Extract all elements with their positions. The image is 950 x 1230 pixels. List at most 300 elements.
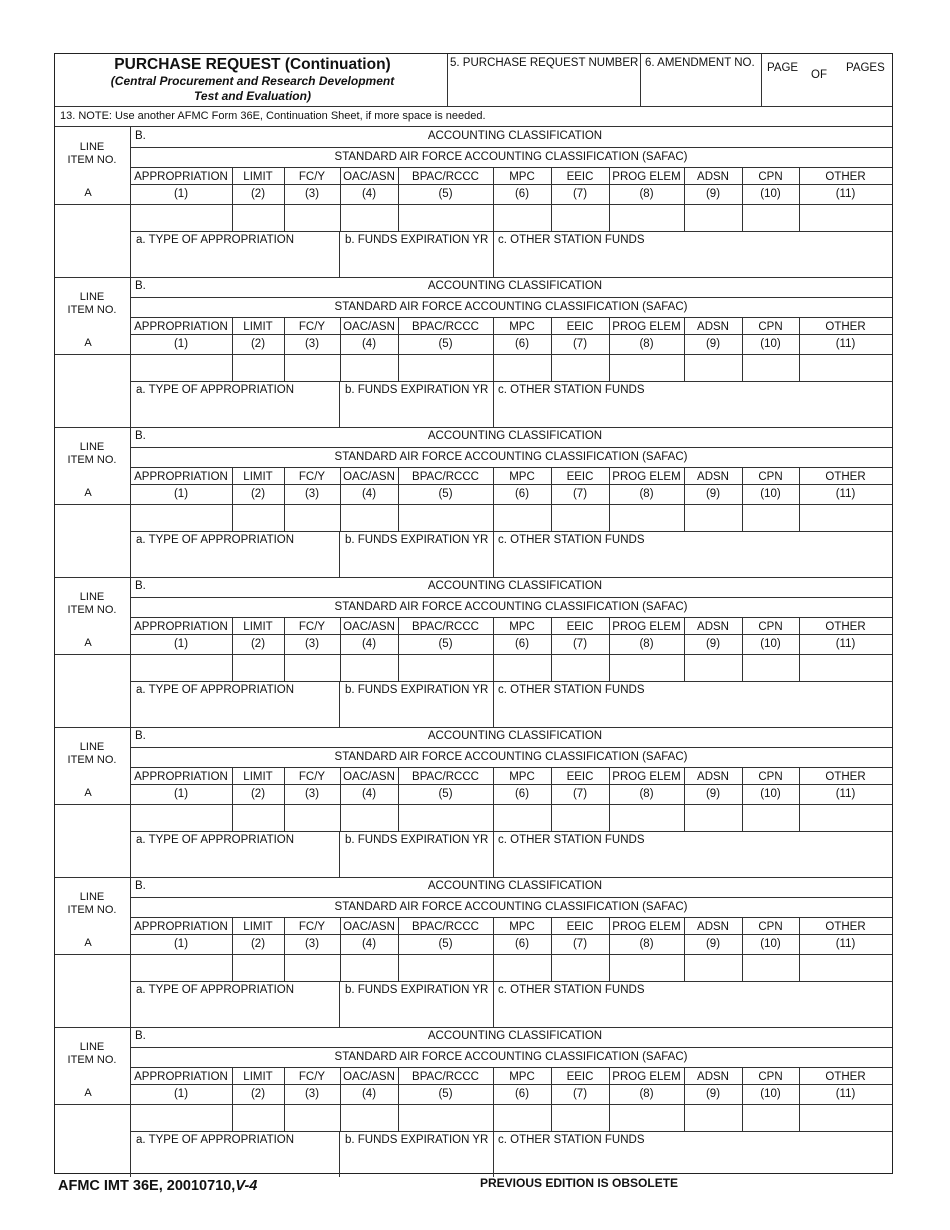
column-header: BPAC/RCCC	[412, 1071, 479, 1083]
accounting-input-8[interactable]	[610, 1105, 683, 1130]
accounting-input-6[interactable]	[494, 505, 550, 530]
accounting-input-6[interactable]	[494, 205, 550, 230]
accounting-input-2[interactable]	[233, 355, 283, 380]
column-divider	[742, 167, 743, 231]
column-number: (7)	[572, 188, 588, 200]
column-divider	[609, 467, 610, 531]
column-number: (6)	[514, 488, 530, 500]
accounting-input-1[interactable]	[131, 955, 231, 980]
divider	[130, 1067, 892, 1068]
other-station-funds-field[interactable]: c. OTHER STATION FUNDS	[498, 234, 645, 246]
accounting-input-4[interactable]	[341, 355, 397, 380]
funds-expiration-field[interactable]: b. FUNDS EXPIRATION YR	[345, 234, 489, 246]
divider	[339, 531, 340, 577]
column-divider	[551, 617, 552, 681]
accounting-input-10[interactable]	[743, 355, 798, 380]
column-header: APPROPRIATION	[134, 471, 228, 483]
accounting-input-9[interactable]	[685, 655, 741, 680]
column-divider	[609, 167, 610, 231]
column-header: OAC/ASN	[343, 1071, 395, 1083]
column-number: (8)	[639, 188, 654, 200]
column-header: FC/Y	[298, 771, 326, 783]
col-a-label: A	[84, 787, 92, 799]
accounting-input-3[interactable]	[285, 205, 339, 230]
column-header: FC/Y	[298, 1071, 326, 1083]
column-number: (2)	[250, 188, 266, 200]
column-header: OTHER	[825, 621, 866, 633]
column-number: (6)	[514, 938, 530, 950]
other-station-funds-field[interactable]: c. OTHER STATION FUNDS	[498, 984, 645, 996]
accounting-input-10[interactable]	[743, 505, 798, 530]
pr-number-field[interactable]: 5. PURCHASE REQUEST NUMBER	[450, 57, 639, 69]
accounting-input-9[interactable]	[685, 955, 741, 980]
accounting-input-10[interactable]	[743, 805, 798, 830]
column-divider	[742, 617, 743, 681]
divider	[130, 981, 892, 982]
accounting-input-5[interactable]	[399, 205, 492, 230]
other-station-funds-field[interactable]: c. OTHER STATION FUNDS	[498, 534, 645, 546]
divider	[130, 334, 892, 335]
section-b-label: B.	[135, 430, 146, 442]
divider	[339, 231, 340, 277]
column-divider	[609, 767, 610, 831]
column-divider	[284, 317, 285, 381]
col-a-label: A	[84, 637, 92, 649]
page-number-field[interactable]: PAGE	[767, 62, 799, 74]
column-divider	[284, 617, 285, 681]
column-divider	[493, 167, 494, 231]
divider	[130, 1131, 892, 1132]
divider	[130, 767, 892, 768]
column-divider	[232, 467, 233, 531]
column-divider	[799, 767, 800, 831]
accounting-input-9[interactable]	[685, 505, 741, 530]
column-number: (3)	[304, 638, 320, 650]
accounting-input-7[interactable]	[552, 205, 608, 230]
accounting-classification-label: ACCOUNTING CLASSIFICATION	[427, 580, 603, 592]
type-of-appropriation-field[interactable]: a. TYPE OF APPROPRIATION	[136, 384, 295, 396]
accounting-input-1[interactable]	[131, 505, 231, 530]
column-number: (2)	[250, 788, 266, 800]
item-no-label: ITEM NO.	[67, 604, 117, 616]
block-divider	[55, 1027, 892, 1028]
column-header: ADSN	[697, 1071, 729, 1083]
section-b-label: B.	[135, 580, 146, 592]
accounting-input-5[interactable]	[399, 355, 492, 380]
accounting-input-1[interactable]	[131, 355, 231, 380]
column-header: EEIC	[566, 321, 594, 333]
column-divider	[232, 317, 233, 381]
column-divider	[232, 617, 233, 681]
divider	[130, 747, 892, 748]
purchase-request-form	[54, 53, 893, 1174]
accounting-input-2[interactable]	[233, 505, 283, 530]
accounting-input-11[interactable]	[800, 655, 891, 680]
column-header: LIMIT	[243, 321, 273, 333]
column-divider	[684, 317, 685, 381]
accounting-input-7[interactable]	[552, 1105, 608, 1130]
column-header: EEIC	[566, 1071, 594, 1083]
accounting-input-4[interactable]	[341, 205, 397, 230]
column-number: (7)	[572, 338, 588, 350]
accounting-input-8[interactable]	[610, 505, 683, 530]
divider	[55, 1104, 892, 1105]
accounting-input-1[interactable]	[131, 1105, 231, 1130]
column-divider	[398, 917, 399, 981]
divider	[130, 381, 892, 382]
other-station-funds-field[interactable]: c. OTHER STATION FUNDS	[498, 1134, 645, 1146]
column-divider	[340, 1067, 341, 1131]
funds-expiration-field[interactable]: b. FUNDS EXPIRATION YR	[345, 534, 489, 546]
accounting-input-6[interactable]	[494, 355, 550, 380]
column-number: (1)	[173, 788, 189, 800]
column-divider	[398, 1067, 399, 1131]
divider	[130, 277, 131, 427]
column-divider	[493, 767, 494, 831]
accounting-input-7[interactable]	[552, 955, 608, 980]
block-divider	[55, 577, 892, 578]
accounting-input-6[interactable]	[494, 655, 550, 680]
type-of-appropriation-field[interactable]: a. TYPE OF APPROPRIATION	[136, 1134, 295, 1146]
divider	[339, 1131, 340, 1177]
column-header: PROG ELEM	[612, 171, 681, 183]
funds-expiration-field[interactable]: b. FUNDS EXPIRATION YR	[345, 684, 489, 696]
other-station-funds-field[interactable]: c. OTHER STATION FUNDS	[498, 684, 645, 696]
section-b-label: B.	[135, 730, 146, 742]
accounting-input-7[interactable]	[552, 805, 608, 830]
accounting-input-3[interactable]	[285, 355, 339, 380]
safac-label: STANDARD AIR FORCE ACCOUNTING CLASSIFICATION (SAFAC)	[334, 751, 688, 763]
col-a-label: A	[84, 1087, 92, 1099]
form-identifier	[58, 1178, 257, 1194]
column-header: ADSN	[697, 321, 729, 333]
column-divider	[232, 917, 233, 981]
form-subtitle-line1: (Central Procurement and Research Development	[110, 74, 395, 88]
funds-expiration-field[interactable]: b. FUNDS EXPIRATION YR	[345, 984, 489, 996]
column-divider	[340, 317, 341, 381]
column-number: (10)	[760, 938, 781, 950]
accounting-input-3[interactable]	[285, 505, 339, 530]
column-header: BPAC/RCCC	[412, 171, 479, 183]
accounting-input-5[interactable]	[399, 505, 492, 530]
accounting-input-8[interactable]	[610, 655, 683, 680]
column-divider	[609, 1067, 610, 1131]
accounting-input-11[interactable]	[800, 205, 891, 230]
safac-label: STANDARD AIR FORCE ACCOUNTING CLASSIFICATION (SAFAC)	[334, 301, 688, 313]
column-number: (1)	[173, 938, 189, 950]
divider	[130, 447, 892, 448]
section-b-label: B.	[135, 1030, 146, 1042]
column-header: PROG ELEM	[612, 921, 681, 933]
accounting-input-2[interactable]	[233, 1105, 283, 1130]
column-number: (7)	[572, 638, 588, 650]
column-divider	[284, 917, 285, 981]
column-number: (11)	[835, 1088, 856, 1100]
safac-label: STANDARD AIR FORCE ACCOUNTING CLASSIFICATION (SAFAC)	[334, 151, 688, 163]
accounting-input-2[interactable]	[233, 205, 283, 230]
accounting-input-10[interactable]	[743, 1105, 798, 1130]
column-header: PROG ELEM	[612, 321, 681, 333]
item-no-label: ITEM NO.	[67, 754, 117, 766]
accounting-input-4[interactable]	[341, 1105, 397, 1130]
column-number: (2)	[250, 638, 266, 650]
column-number: (10)	[760, 1088, 781, 1100]
accounting-input-4[interactable]	[341, 955, 397, 980]
column-divider	[340, 767, 341, 831]
section-b-label: B.	[135, 130, 146, 142]
divider	[130, 681, 892, 682]
column-number: (4)	[361, 938, 377, 950]
column-header: EEIC	[566, 171, 594, 183]
accounting-input-9[interactable]	[685, 805, 741, 830]
column-number: (8)	[639, 788, 654, 800]
form-id: AFMC IMT 36E, 20010710,	[58, 1178, 236, 1194]
column-number: (4)	[361, 338, 377, 350]
item-no-label: ITEM NO.	[67, 454, 117, 466]
block-divider	[55, 727, 892, 728]
accounting-input-10[interactable]	[743, 655, 798, 680]
line-label: LINE	[79, 291, 105, 303]
column-number: (7)	[572, 938, 588, 950]
divider	[339, 831, 340, 877]
column-number: (8)	[639, 938, 654, 950]
column-number: (3)	[304, 938, 320, 950]
column-header: OAC/ASN	[343, 621, 395, 633]
type-of-appropriation-field[interactable]: a. TYPE OF APPROPRIATION	[136, 234, 295, 246]
accounting-input-2[interactable]	[233, 655, 283, 680]
form-title-block	[55, 56, 450, 104]
divider	[130, 484, 892, 485]
funds-expiration-field[interactable]: b. FUNDS EXPIRATION YR	[345, 1134, 489, 1146]
accounting-input-4[interactable]	[341, 655, 397, 680]
accounting-input-1[interactable]	[131, 205, 231, 230]
column-header: EEIC	[566, 471, 594, 483]
column-header: BPAC/RCCC	[412, 771, 479, 783]
column-divider	[799, 317, 800, 381]
funds-expiration-field[interactable]: b. FUNDS EXPIRATION YR	[345, 384, 489, 396]
column-divider	[398, 167, 399, 231]
divider	[130, 877, 131, 1027]
column-header: MPC	[509, 621, 535, 633]
column-number: (2)	[250, 488, 266, 500]
column-divider	[684, 917, 685, 981]
accounting-input-2[interactable]	[233, 955, 283, 980]
divider	[55, 804, 892, 805]
column-divider	[684, 167, 685, 231]
accounting-input-11[interactable]	[800, 805, 891, 830]
column-number: (6)	[514, 1088, 530, 1100]
divider	[130, 427, 131, 577]
divider	[493, 531, 494, 577]
accounting-input-11[interactable]	[800, 355, 891, 380]
type-of-appropriation-field[interactable]: a. TYPE OF APPROPRIATION	[136, 534, 295, 546]
accounting-classification-label: ACCOUNTING CLASSIFICATION	[427, 1030, 603, 1042]
accounting-input-6[interactable]	[494, 1105, 550, 1130]
col-a-label: A	[84, 937, 92, 949]
divider	[130, 831, 892, 832]
form-subtitle-line2: Test and Evaluation)	[194, 89, 311, 103]
column-header: OAC/ASN	[343, 921, 395, 933]
type-of-appropriation-field[interactable]: a. TYPE OF APPROPRIATION	[136, 834, 295, 846]
column-divider	[742, 767, 743, 831]
column-header: CPN	[758, 771, 783, 783]
column-header: BPAC/RCCC	[412, 471, 479, 483]
accounting-input-4[interactable]	[341, 505, 397, 530]
accounting-input-3[interactable]	[285, 805, 339, 830]
divider	[130, 317, 892, 318]
other-station-funds-field[interactable]: c. OTHER STATION FUNDS	[498, 384, 645, 396]
column-header: LIMIT	[243, 771, 273, 783]
column-number: (4)	[361, 788, 377, 800]
column-number: (10)	[760, 338, 781, 350]
column-divider	[742, 317, 743, 381]
column-number: (9)	[705, 938, 721, 950]
column-number: (6)	[514, 638, 530, 650]
section-b-label: B.	[135, 880, 146, 892]
column-divider	[684, 1067, 685, 1131]
divider	[339, 981, 340, 1027]
line-label: LINE	[79, 591, 105, 603]
column-header: ADSN	[697, 621, 729, 633]
column-header: BPAC/RCCC	[412, 921, 479, 933]
column-number: (4)	[361, 488, 377, 500]
line-label: LINE	[79, 891, 105, 903]
divider	[130, 1047, 892, 1048]
column-divider	[284, 467, 285, 531]
total-pages-field[interactable]: PAGES	[846, 62, 885, 74]
column-header: ADSN	[697, 171, 729, 183]
accounting-input-5[interactable]	[399, 655, 492, 680]
divider	[130, 231, 892, 232]
accounting-input-8[interactable]	[610, 955, 683, 980]
column-number: (5)	[438, 938, 453, 950]
divider	[130, 467, 892, 468]
accounting-input-8[interactable]	[610, 205, 683, 230]
column-number: (11)	[835, 338, 856, 350]
accounting-input-7[interactable]	[552, 355, 608, 380]
column-header: APPROPRIATION	[134, 621, 228, 633]
column-divider	[493, 617, 494, 681]
form-title: PURCHASE REQUEST (Continuation)	[114, 56, 391, 73]
of-label: OF	[811, 69, 827, 81]
column-header: EEIC	[566, 771, 594, 783]
column-divider	[551, 1067, 552, 1131]
accounting-input-5[interactable]	[399, 805, 492, 830]
column-number: (5)	[438, 788, 453, 800]
line-label: LINE	[79, 741, 105, 753]
column-divider	[398, 767, 399, 831]
accounting-input-2[interactable]	[233, 805, 283, 830]
funds-expiration-field[interactable]: b. FUNDS EXPIRATION YR	[345, 834, 489, 846]
column-number: (2)	[250, 1088, 266, 1100]
amendment-field[interactable]: 6. AMENDMENT NO.	[645, 57, 755, 69]
accounting-input-3[interactable]	[285, 655, 339, 680]
accounting-input-7[interactable]	[552, 505, 608, 530]
divider	[493, 681, 494, 727]
accounting-input-9[interactable]	[685, 355, 741, 380]
type-of-appropriation-field[interactable]: a. TYPE OF APPROPRIATION	[136, 684, 295, 696]
column-number: (9)	[705, 488, 721, 500]
accounting-input-6[interactable]	[494, 805, 550, 830]
divider	[339, 681, 340, 727]
accounting-input-7[interactable]	[552, 655, 608, 680]
column-header: CPN	[758, 321, 783, 333]
accounting-input-1[interactable]	[131, 805, 231, 830]
accounting-input-3[interactable]	[285, 955, 339, 980]
type-of-appropriation-field[interactable]: a. TYPE OF APPROPRIATION	[136, 984, 295, 996]
column-divider	[684, 767, 685, 831]
column-header: APPROPRIATION	[134, 171, 228, 183]
column-header: ADSN	[697, 471, 729, 483]
column-header: OTHER	[825, 1071, 866, 1083]
column-number: (9)	[705, 1088, 721, 1100]
column-number: (1)	[173, 488, 189, 500]
divider	[130, 897, 892, 898]
column-divider	[799, 467, 800, 531]
column-header: MPC	[509, 1071, 535, 1083]
column-header: BPAC/RCCC	[412, 321, 479, 333]
divider	[130, 531, 892, 532]
column-number: (2)	[250, 338, 266, 350]
column-number: (9)	[705, 188, 721, 200]
section-b-label: B.	[135, 280, 146, 292]
column-header: OAC/ASN	[343, 171, 395, 183]
accounting-input-3[interactable]	[285, 1105, 339, 1130]
col-a-label: A	[84, 337, 92, 349]
column-divider	[799, 917, 800, 981]
accounting-input-10[interactable]	[743, 205, 798, 230]
column-header: OTHER	[825, 921, 866, 933]
column-header: CPN	[758, 471, 783, 483]
column-number: (11)	[835, 788, 856, 800]
column-number: (8)	[639, 638, 654, 650]
column-divider	[551, 917, 552, 981]
column-number: (1)	[173, 638, 189, 650]
column-number: (10)	[760, 788, 781, 800]
accounting-input-8[interactable]	[610, 355, 683, 380]
column-header: CPN	[758, 921, 783, 933]
divider	[130, 184, 892, 185]
accounting-input-11[interactable]	[800, 1105, 891, 1130]
column-header: BPAC/RCCC	[412, 621, 479, 633]
accounting-input-1[interactable]	[131, 655, 231, 680]
accounting-input-9[interactable]	[685, 205, 741, 230]
column-number: (11)	[835, 938, 856, 950]
column-header: CPN	[758, 1071, 783, 1083]
column-divider	[493, 1067, 494, 1131]
column-header: LIMIT	[243, 171, 273, 183]
column-number: (6)	[514, 338, 530, 350]
other-station-funds-field[interactable]: c. OTHER STATION FUNDS	[498, 834, 645, 846]
accounting-input-10[interactable]	[743, 955, 798, 980]
column-number: (8)	[639, 338, 654, 350]
column-number: (7)	[572, 488, 588, 500]
divider	[55, 204, 892, 205]
accounting-input-11[interactable]	[800, 505, 891, 530]
accounting-input-5[interactable]	[399, 955, 492, 980]
accounting-input-8[interactable]	[610, 805, 683, 830]
accounting-input-5[interactable]	[399, 1105, 492, 1130]
accounting-input-4[interactable]	[341, 805, 397, 830]
column-number: (11)	[835, 638, 856, 650]
continuation-note: 13. NOTE: Use another AFMC Form 36E, Continuation Sheet, if more space is needed.	[60, 110, 486, 122]
column-header: MPC	[509, 321, 535, 333]
column-number: (5)	[438, 638, 453, 650]
block-divider	[55, 427, 892, 428]
accounting-input-11[interactable]	[800, 955, 891, 980]
accounting-input-9[interactable]	[685, 1105, 741, 1130]
accounting-input-6[interactable]	[494, 955, 550, 980]
